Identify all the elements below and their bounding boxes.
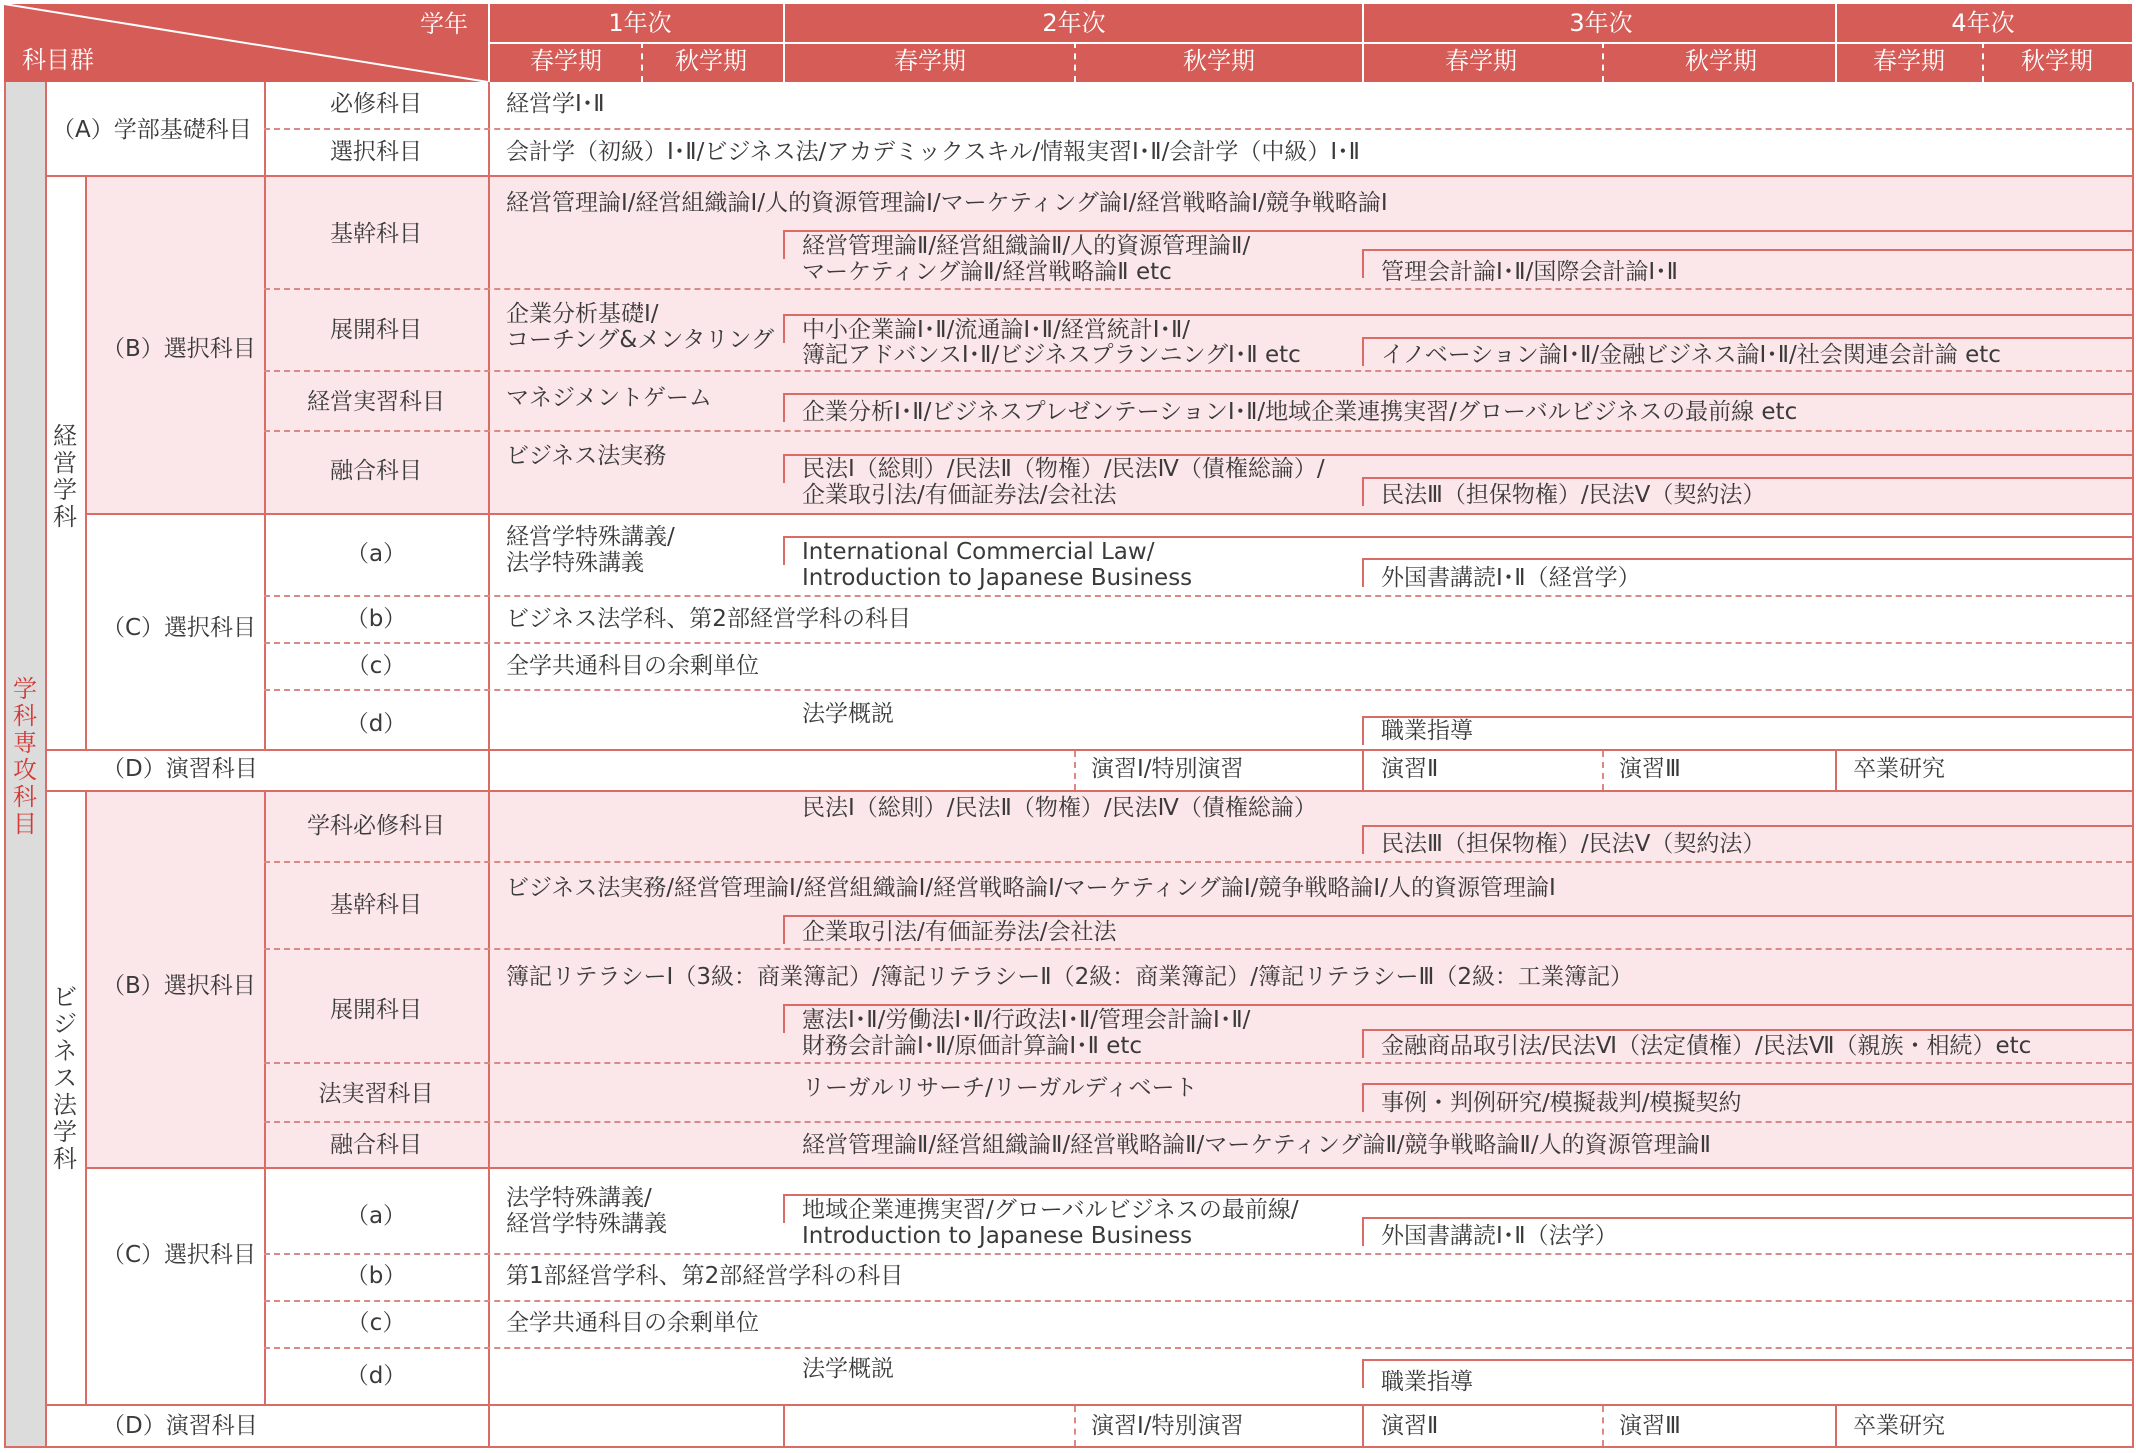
row-divider [264, 1121, 2132, 1123]
bizlaw-tenkai-row1: 簿記リテラシーⅠ（3級：商業簿記）/簿記リテラシーⅡ（2級：商業簿記）/簿記リテラシーⅢ（2級：工業簿記） [506, 964, 1633, 990]
header-line [641, 42, 643, 82]
bizlaw-c-a-y1-line2: 経営学特殊講義 [506, 1211, 667, 1237]
keiei-c-title: （C）選択科目 [102, 615, 257, 641]
keiei-tenkai-y1-line1: 企業分析基礎Ⅰ/ [506, 301, 659, 327]
row-divider [264, 948, 2132, 950]
row-divider [264, 1347, 2132, 1349]
grid-line [45, 175, 2132, 177]
bizlaw-c-d-y3: 職業指導 [1381, 1369, 1473, 1395]
keiei-c-a-y2-line2: Introduction to Japanese Business [802, 565, 1193, 591]
grid-line [85, 175, 87, 750]
bizlaw-hisshu-y3: 民法Ⅲ（担保物権）/民法Ⅴ（契約法） [1381, 831, 1766, 857]
bizlaw-d-y4: 卒業研究 [1853, 1413, 1945, 1439]
grid-line [45, 1404, 2132, 1406]
keiei-kikan-y2-line2: マーケティング論Ⅱ/経営戦略論Ⅱ etc [802, 259, 1172, 285]
keiei-yugo-y2-line2: 企業取引法/有価証券法/会社法 [802, 482, 1117, 508]
keiei-d-y3-autumn: 演習Ⅲ [1619, 756, 1681, 782]
bizlaw-d-y2: 演習Ⅰ/特別演習 [1091, 1413, 1244, 1439]
keiei-d-y3-spring: 演習Ⅱ [1381, 756, 1439, 782]
keiei-yugo-y3: 民法Ⅲ（担保物権）/民法Ⅴ（契約法） [1381, 482, 1766, 508]
grid-line [1362, 749, 1364, 790]
grid-line [1835, 1404, 1837, 1448]
bizlaw-c-a-y3: 外国書講読Ⅰ･Ⅱ（法学） [1381, 1223, 1618, 1249]
a-required-courses: 経営学Ⅰ･Ⅱ [506, 91, 605, 117]
header-line [783, 4, 785, 82]
keiei-c-b-text: ビジネス法学科、第2部経営学科の科目 [506, 606, 911, 632]
grid-line [264, 790, 266, 1405]
span-bracket [1362, 716, 2132, 745]
keiei-jisshu-y2: 企業分析Ⅰ･Ⅱ/ビジネスプレゼンテーションⅠ･Ⅱ/地域企業連携実習/グローバルビジネスの最前線 etc [802, 399, 1798, 425]
bizlaw-c-a-y2-line1: 地域企業連携実習/グローバルビジネスの最前線/ [802, 1197, 1299, 1223]
bizlaw-tenkai-y2-line1: 憲法Ⅰ･Ⅱ/労働法Ⅰ･Ⅱ/行政法Ⅰ･Ⅱ/管理会計論Ⅰ･Ⅱ/ [802, 1007, 1251, 1033]
keiei-d-y2: 演習Ⅰ/特別演習 [1091, 756, 1244, 782]
col-divider [1074, 751, 1076, 790]
keiei-kikan-y3: 管理会計論Ⅰ･Ⅱ/国際会計論Ⅰ･Ⅱ [1381, 259, 1678, 285]
grid-line [45, 82, 47, 1448]
keiei-b-title: （B）選択科目 [102, 336, 256, 362]
grid-line [1362, 1404, 1364, 1448]
bizlaw-tenkai-y2-line2: 財務会計論Ⅰ･Ⅱ/原価計算論Ⅰ･Ⅱ etc [802, 1033, 1143, 1059]
row-divider [264, 1300, 2132, 1302]
bizlaw-b-title: （B）選択科目 [102, 973, 256, 999]
keiei-yugo-y2-line1: 民法Ⅰ（総則）/民法Ⅱ（物権）/民法Ⅳ（債権総論）/ [802, 456, 1325, 482]
keiei-kikan-y2-line1: 経営管理論Ⅱ/経営組織論Ⅱ/人的資源管理論Ⅱ/ [802, 233, 1251, 259]
bizlaw-c-a-y2-line2: Introduction to Japanese Business [802, 1223, 1193, 1249]
keiei-dept-label: 経営学科 [53, 422, 77, 531]
header-line [1074, 42, 1076, 82]
span-bracket [1362, 1359, 2132, 1388]
a-group-title: （A）学部基礎科目 [52, 117, 252, 143]
col-divider [1074, 1406, 1076, 1446]
keiei-d-y4: 卒業研究 [1853, 756, 1945, 782]
header-line [1602, 42, 1604, 82]
col-divider [1602, 751, 1604, 790]
row-divider [264, 370, 2132, 372]
bizlaw-jisshu-y2: リーガルリサーチ/リーガルディベート [802, 1075, 1198, 1101]
row-divider [264, 288, 2132, 290]
grid-line [4, 82, 6, 1448]
row-divider [264, 861, 2132, 863]
header-line [1982, 42, 1984, 82]
keiei-tenkai-y1-line2: コーチング&メンタリング [506, 327, 774, 353]
keiei-c-a-y1-line1: 経営学特殊講義/ [506, 524, 675, 550]
keiei-tenkai-y3: イノベーション論Ⅰ･Ⅱ/金融ビジネス論Ⅰ･Ⅱ/社会関連会計論 etc [1381, 342, 2001, 368]
bizlaw-d-title: （D）演習科目 [102, 1413, 258, 1439]
keiei-tenkai-y2-line1: 中小企業論Ⅰ･Ⅱ/流通論Ⅰ･Ⅱ/経営統計Ⅰ･Ⅱ/ [802, 317, 1191, 343]
row-divider [264, 595, 2132, 597]
keiei-jisshu-y1: マネジメントゲーム [506, 385, 712, 411]
bizlaw-d-y3-spring: 演習Ⅱ [1381, 1413, 1439, 1439]
keiei-c-d-y3: 職業指導 [1381, 718, 1473, 744]
keiei-tenkai-y2-line2: 簿記アドバンスⅠ･Ⅱ/ビジネスプランニングⅠ･Ⅱ etc [802, 342, 1301, 368]
keiei-c-d-y2: 法学概説 [802, 701, 894, 727]
keiei-d-title: （D）演習科目 [102, 756, 258, 782]
keiei-c-c-text: 全学共通科目の余剰単位 [506, 653, 759, 679]
bizlaw-c-b-text: 第1部経営学科、第2部経営学科の科目 [506, 1263, 904, 1289]
subject-group-label: 科目群 [22, 46, 94, 74]
row-divider [264, 689, 2132, 691]
col-divider [1602, 1406, 1604, 1446]
bizlaw-c-c-text: 全学共通科目の余剰単位 [506, 1310, 759, 1336]
bizlaw-c-d-y2: 法学概説 [802, 1356, 894, 1382]
grid-line [264, 82, 266, 750]
header-line [1835, 4, 1837, 82]
row-divider [264, 1062, 2132, 1064]
keiei-c-a-y3: 外国書講読Ⅰ･Ⅱ（経営学） [1381, 565, 1641, 591]
bizlaw-c-a-y1-line1: 法学特殊講義/ [506, 1185, 652, 1211]
bizlaw-tenkai-y3: 金融商品取引法/民法Ⅵ（法定債権）/民法Ⅶ（親族・相続）etc [1381, 1033, 2032, 1059]
keiei-c-a-y2-line1: International Commercial Law/ [802, 539, 1155, 565]
keiei-c-a-y1-line2: 法学特殊講義 [506, 550, 644, 576]
curriculum-table: 学年 科目群 1年次 2年次 3年次 4年次 春学期 秋学期 春学期 秋学期 春学期 秋学期 春学期 秋学期 学科専攻科目 経営学科 ビジネス法学科 （A）学部基礎科目 必修科目 選択科目 経営学Ⅰ･Ⅱ 会計学（初級）Ⅰ･Ⅱ/ビジネス法/アカデミックスキル/情報実習Ⅰ･Ⅱ/会計学（中級）Ⅰ･Ⅱ （B）選択科目 基幹科目 経営管理論Ⅰ/経営組織論Ⅰ/人的資源管理論Ⅰ/マーケティング論Ⅰ/経営戦略論Ⅰ/競争戦略論Ⅰ 経営管理論Ⅱ/経営組織論Ⅱ/人的資源管理論Ⅱ/ マーケティング論Ⅱ/経営戦略論Ⅱ etc 管理会計論Ⅰ･Ⅱ/国際会計論Ⅰ･Ⅱ 展開科目 企業分析基礎Ⅰ/ コーチング&メンタリング 中小企業論Ⅰ･Ⅱ/流通論Ⅰ･Ⅱ/経営統計Ⅰ･Ⅱ/ 簿記アドバンスⅠ･Ⅱ/ビジネスプランニングⅠ･Ⅱ etc イノベーション論Ⅰ･Ⅱ/金融ビジネス論Ⅰ･Ⅱ/社会関連会計論 etc 経営実習科目 マネジメントゲーム 企業分析Ⅰ･Ⅱ/ビジネスプレゼンテーションⅠ･Ⅱ/地域企業連携実習/グローバルビジネスの最前線 etc 融合科目 ビジネス法実務 民法Ⅰ（総則）/民法Ⅱ（物権）/民法Ⅳ（債権総論）/ 企業取引法/有価証券法/会社法 民法Ⅲ（担保物権）/民法Ⅴ（契約法） （C）選択科目 （a） 経営学特殊講義/ 法学特殊講義 International Commercial Law/ Introduction to Japanese Business 外国書講読Ⅰ･Ⅱ（経営学） （b） ビジネス法学科、第2部経営学科の科目 （c） 全学共通科目の余剰単位 （d） 法学概説 職業指導 （D）演習科目 演習Ⅰ/特別演習 演習Ⅱ 演習Ⅲ 卒業研究 （B）選択科目 学科必修科目 民法Ⅰ（総則）/民法Ⅱ（物権）/民法Ⅳ（債権総論） 民法Ⅲ（担保物権）/民法Ⅴ（契約法） 基幹科目 ビジネス法実務/経営管理論Ⅰ/経営組織論Ⅰ/経営戦略論Ⅰ/マーケティング論Ⅰ/競争戦略論Ⅰ/人的資源管理論Ⅰ 企業取引法/有価証券法/会社法 展開科目 簿記リテラシーⅠ（3級：商業簿記）/簿記リテラシーⅡ（2級：商業簿記）/簿記リテラシーⅢ（2級：工業簿記） 憲法Ⅰ･Ⅱ/労働法Ⅰ･Ⅱ/行政法Ⅰ･Ⅱ/管理会計論Ⅰ･Ⅱ/ 財務会計論Ⅰ･Ⅱ/原価計算論Ⅰ･Ⅱ etc 金融商品取引法/民法Ⅵ（法定債権）/民法Ⅶ（親族・相続）etc 法実習科目 リーガルリサーチ/リーガルディベート 事例・判例研究/模擬裁判/模擬契約 融合科目 経営管理論Ⅱ/経営組織論Ⅱ/経営戦略論Ⅱ/マーケティング論Ⅱ/競争戦略論Ⅱ/人的資源管理論Ⅱ （C）選択科目 （a） 法学特殊講義/ 経営学特殊講義 地域企業連携実習/グローバルビジネスの最前線/ Introduction to Japanese Business 外国書講読Ⅰ･Ⅱ（法学） （b） 第1部経営学科、第2部経営学科の科目 （c） 全学共通科目の余剰単位 （d） 法学概説 職業指導 （D）演習科目 演習Ⅰ/特別演習 演習Ⅱ 演習Ⅲ 卒業研究 [0, 0, 2136, 1453]
a-elective-courses: 会計学（初級）Ⅰ･Ⅱ/ビジネス法/アカデミックスキル/情報実習Ⅰ･Ⅱ/会計学（中級）Ⅰ･Ⅱ [506, 139, 1360, 165]
bizlaw-kikan-row1: ビジネス法実務/経営管理論Ⅰ/経営組織論Ⅰ/経営戦略論Ⅰ/マーケティング論Ⅰ/競争戦略論Ⅰ/人的資源管理論Ⅰ [506, 875, 1556, 901]
bizlaw-yugo-y2: 経営管理論Ⅱ/経営組織論Ⅱ/経営戦略論Ⅱ/マーケティング論Ⅱ/競争戦略論Ⅱ/人的資源管理論Ⅱ [802, 1132, 1711, 1158]
row-divider [264, 128, 2132, 130]
header-line [1362, 4, 1364, 82]
grid-line [85, 790, 87, 1405]
keiei-yugo-y1: ビジネス法実務 [506, 443, 667, 469]
grid-line [488, 82, 490, 1448]
grid-line [1835, 749, 1837, 790]
bizlaw-c-title: （C）選択科目 [102, 1242, 257, 1268]
header-line [488, 4, 490, 82]
bizlaw-d-y3-autumn: 演習Ⅲ [1619, 1413, 1681, 1439]
bizlaw-kikan-y2: 企業取引法/有価証券法/会社法 [802, 919, 1117, 945]
grid-line [45, 749, 2132, 751]
row-divider [264, 430, 2132, 432]
grid-line [783, 1404, 785, 1448]
grid-line [4, 1446, 2132, 1448]
grade-label: 学年 [420, 10, 468, 38]
header-line [488, 42, 2132, 44]
keiei-kikan-row1: 経営管理論Ⅰ/経営組織論Ⅰ/人的資源管理論Ⅰ/マーケティング論Ⅰ/経営戦略論Ⅰ/競争戦略論Ⅰ [506, 190, 1388, 216]
bizlaw-dept-label: ビジネス法学科 [53, 983, 77, 1173]
grid-line [85, 513, 2132, 515]
grid-line [85, 1167, 2132, 1169]
bizlaw-jisshu-y3: 事例・判例研究/模擬裁判/模擬契約 [1381, 1090, 1742, 1116]
row-divider [264, 1253, 2132, 1255]
row-divider [264, 642, 2132, 644]
grid-line [2132, 82, 2134, 1448]
grid-line [45, 790, 2132, 792]
bizlaw-hisshu-y2: 民法Ⅰ（総則）/民法Ⅱ（物権）/民法Ⅳ（債権総論） [802, 795, 1317, 821]
outer-group-label: 学科専攻科目 [13, 675, 37, 838]
